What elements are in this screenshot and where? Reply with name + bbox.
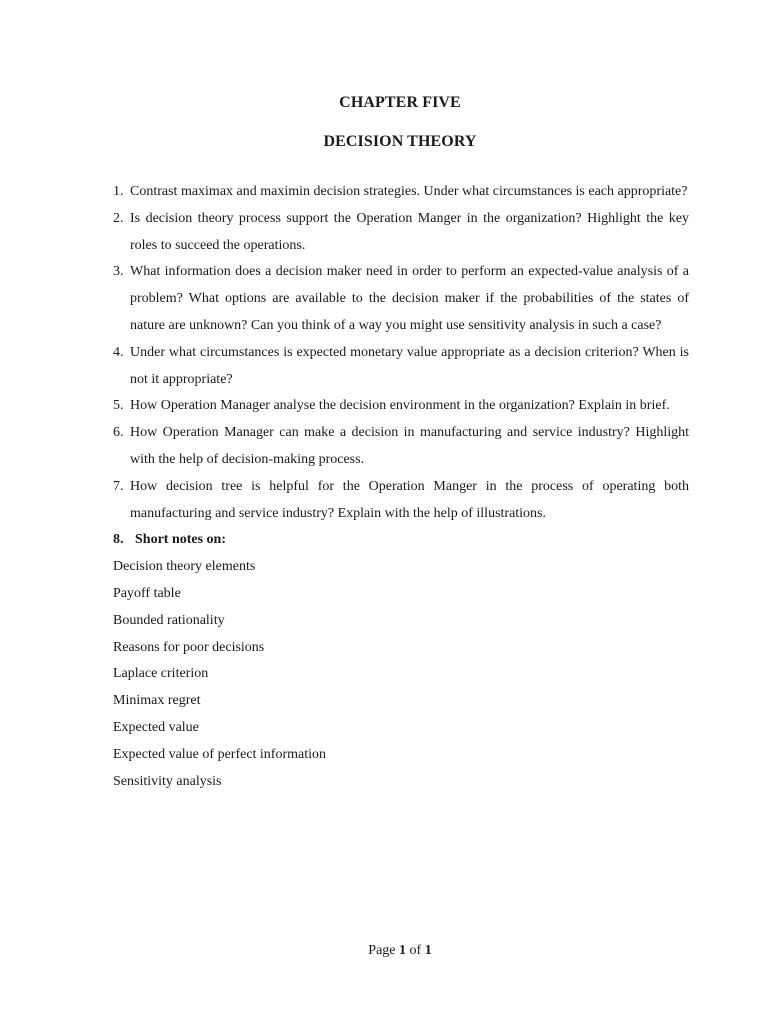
question-number: 5. (113, 398, 124, 414)
short-note-item: Expected value of perfect information (113, 746, 327, 762)
chapter-heading: CHAPTER FIVE (339, 94, 461, 111)
list-item (113, 259, 689, 339)
list-item (113, 340, 689, 394)
question-text: What information does a decision maker need in order to perform an expected-value analysis of a problem? What options are available to the decision maker if the probabilities of the states of nature are unknown? Can you think of a way you might use sensitivity analysis in such a case? (130, 264, 689, 333)
short-note-item: Reasons for poor decisions (113, 639, 265, 655)
document-title: DECISION THEORY (323, 133, 477, 150)
short-note-item: Sensitivity analysis (113, 773, 222, 789)
list-item (113, 393, 689, 420)
short-note-item: Minimax regret (113, 693, 201, 709)
page-word: Page (368, 943, 396, 958)
short-note-item: Bounded rationality (113, 612, 225, 628)
current-page-number: 1 (399, 943, 407, 958)
page-footer (0, 943, 768, 959)
question-number: 7. (113, 478, 124, 494)
of-word: of (409, 943, 422, 958)
question-text: How Operation Manager analyse the decision environment in the organization? Explain in brief. (130, 398, 670, 414)
total-page-number: 1 (424, 943, 432, 958)
question-text: Is decision theory process support the Operation Manger in the organization? Highlight the key roles to succeed the operations. (130, 210, 689, 253)
question-number: 4. (113, 344, 124, 360)
list-item (113, 420, 689, 474)
short-note-item: Payoff table (113, 585, 181, 601)
question-number: 8. (113, 532, 124, 548)
question-number: 6. (113, 425, 124, 441)
question-number: 1. (113, 184, 124, 199)
question-number: 3. (113, 264, 124, 280)
short-notes-heading (113, 527, 689, 554)
question-text: Contrast maximax and maximin decision strategies. Under what circumstances is each appropriate? (130, 184, 688, 199)
list-item (113, 474, 689, 528)
question-text: How decision tree is helpful for the Operation Manger in the process of operating both manufacturing and service industry? Explain with the help of illustrations. (130, 478, 689, 521)
question-text: How Operation Manager can make a decision in manufacturing and service industry? Highlight with the help of decision-making process. (130, 425, 689, 467)
short-note-item: Decision theory elements (113, 559, 256, 575)
list-item (113, 206, 689, 260)
short-note-item: Expected value (113, 719, 199, 735)
list-item (113, 179, 689, 206)
question-text: Under what circumstances is expected monetary value appropriate as a decision criterion? When is not it appropriate? (130, 344, 689, 387)
question-list (113, 179, 689, 795)
short-notes-title: Short notes on: (135, 532, 227, 548)
short-note-item: Laplace criterion (113, 666, 209, 682)
question-number: 2. (113, 210, 124, 226)
